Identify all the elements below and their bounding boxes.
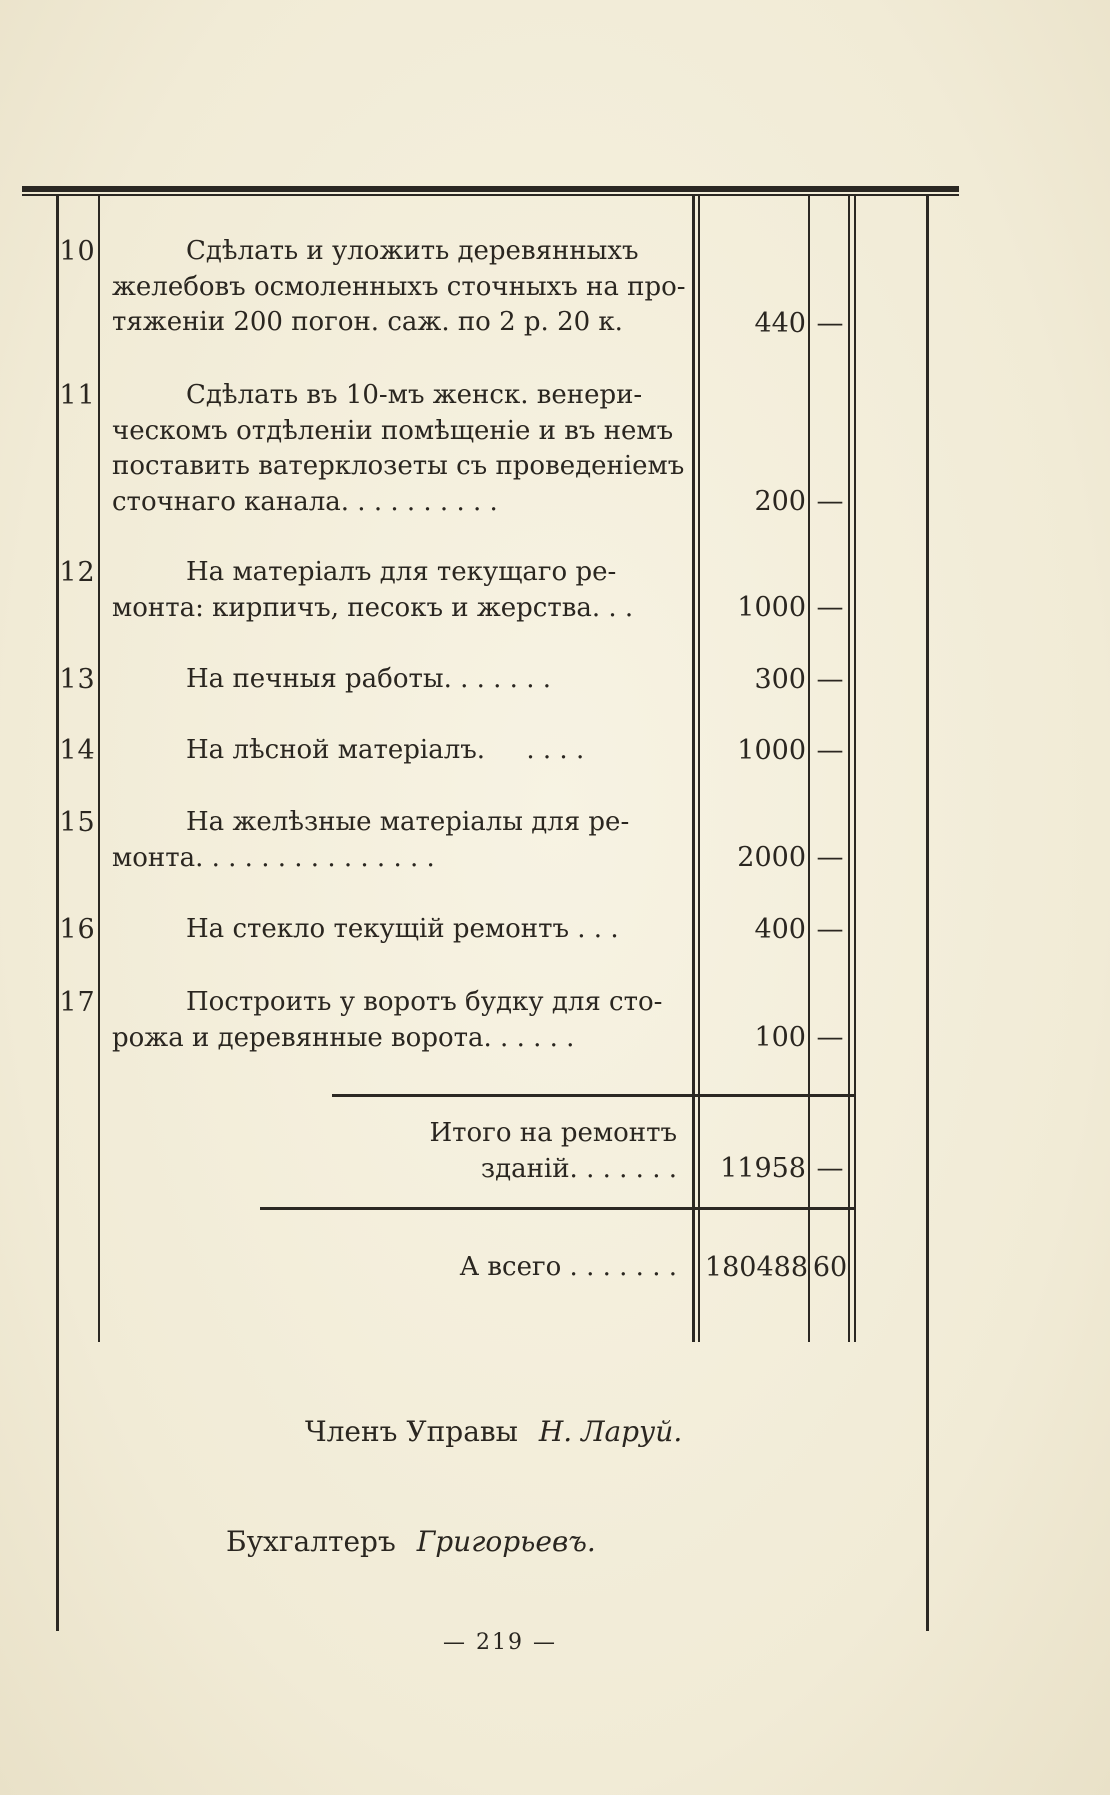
row-amount: 100 [754, 1022, 806, 1053]
description-line: На стекло текущій ремонтъ . . . [186, 914, 619, 944]
subtotal-rule [332, 1094, 854, 1097]
description-line: Построить у воротъ будку для сто- [186, 987, 663, 1017]
row-amount: 400 [754, 914, 806, 945]
row-description [112, 662, 677, 698]
page-number: — 219 — [443, 1630, 557, 1655]
row-kopecks: — [816, 308, 844, 339]
row-number: 11 [59, 380, 96, 411]
description-line: рожа и деревянные ворота. . . . . . [112, 1022, 575, 1053]
row-amount: 440 [754, 308, 806, 339]
row-description [112, 733, 677, 769]
accountant-name: Григорьевъ. [416, 1525, 596, 1558]
row-number: 10 [59, 236, 96, 267]
row-description [112, 234, 686, 341]
row-amount: 1000 [737, 592, 806, 623]
kopeck-column-divider [848, 196, 850, 1342]
row-description [112, 912, 677, 948]
subtotal-kopecks: — [816, 1153, 844, 1184]
subtotal-label [112, 1116, 677, 1187]
row-kopecks: — [816, 735, 844, 766]
description-line: На матеріалъ для текущаго ре- [186, 557, 617, 587]
member-signature [305, 1415, 682, 1448]
row-kopecks: — [816, 486, 844, 517]
row-description [112, 805, 677, 876]
subtotal-line: Итого на ремонтъ [429, 1118, 677, 1148]
row-amount: 300 [754, 664, 806, 695]
row-kopecks: — [816, 1022, 844, 1053]
description-line: монта: кирпичъ, песокъ и жерства. . . [112, 592, 634, 623]
row-kopecks: — [816, 842, 844, 873]
description-line: желебовъ осмоленныхъ сточныхъ на про- [112, 271, 686, 302]
row-number: 16 [59, 914, 96, 945]
member-name: Н. Ларуй. [538, 1415, 683, 1448]
row-number: 12 [59, 557, 96, 588]
row-kopecks: — [816, 914, 844, 945]
row-amount: 1000 [737, 735, 806, 766]
description-line: На печныя работы. . . . . . . [186, 664, 552, 694]
row-description [112, 378, 685, 520]
row-number: 13 [59, 664, 96, 695]
description-line: тяженіи 200 погон. саж. по 2 р. 20 к. [112, 307, 623, 337]
member-title: Членъ Управы [305, 1415, 518, 1448]
total-amount: 180488 [704, 1252, 808, 1283]
row-description [112, 555, 677, 626]
description-line: Сдѣлать въ 10-мъ женск. венери- [186, 380, 643, 410]
number-column-divider [98, 196, 100, 1342]
description-column-divider [692, 196, 695, 1342]
row-number: 17 [59, 987, 96, 1018]
table-top-rule-thin [22, 194, 959, 196]
outer-right-border [926, 196, 929, 1631]
row-amount: 2000 [737, 842, 806, 873]
row-description [112, 985, 677, 1056]
amount-column-divider-b [808, 196, 810, 1342]
row-kopecks: — [816, 592, 844, 623]
row-kopecks: — [816, 664, 844, 695]
total-kopecks: 60 [812, 1252, 848, 1283]
kopeck-column-divider-b [854, 196, 856, 1342]
row-number: 14 [59, 735, 96, 766]
subtotal-line: зданій. . . . . . . [480, 1153, 677, 1184]
subtotal-amount: 11958 [720, 1153, 806, 1184]
accountant-title: Бухгалтеръ [226, 1525, 396, 1558]
row-amount: 200 [754, 486, 806, 517]
accountant-signature [226, 1525, 596, 1558]
description-line: Сдѣлать и уложить деревянныхъ [186, 236, 639, 266]
description-line: сточнаго канала. . . . . . . . . . [112, 486, 498, 517]
description-line: ческомъ отдѣленіи помѣщеніе и въ немъ [112, 415, 674, 446]
description-line: монта. . . . . . . . . . . . . . . [112, 842, 435, 873]
total-label: А всего . . . . . . . [459, 1252, 677, 1282]
description-line: На желѣзные матеріалы для ре- [186, 807, 630, 837]
table-top-rule [22, 186, 959, 192]
row-number: 15 [59, 807, 96, 838]
total-rule [260, 1207, 854, 1210]
description-line: поставить ватерклозеты съ проведеніемъ [112, 451, 685, 481]
description-line: На лѣсной матеріалъ. . . . . [186, 735, 585, 765]
